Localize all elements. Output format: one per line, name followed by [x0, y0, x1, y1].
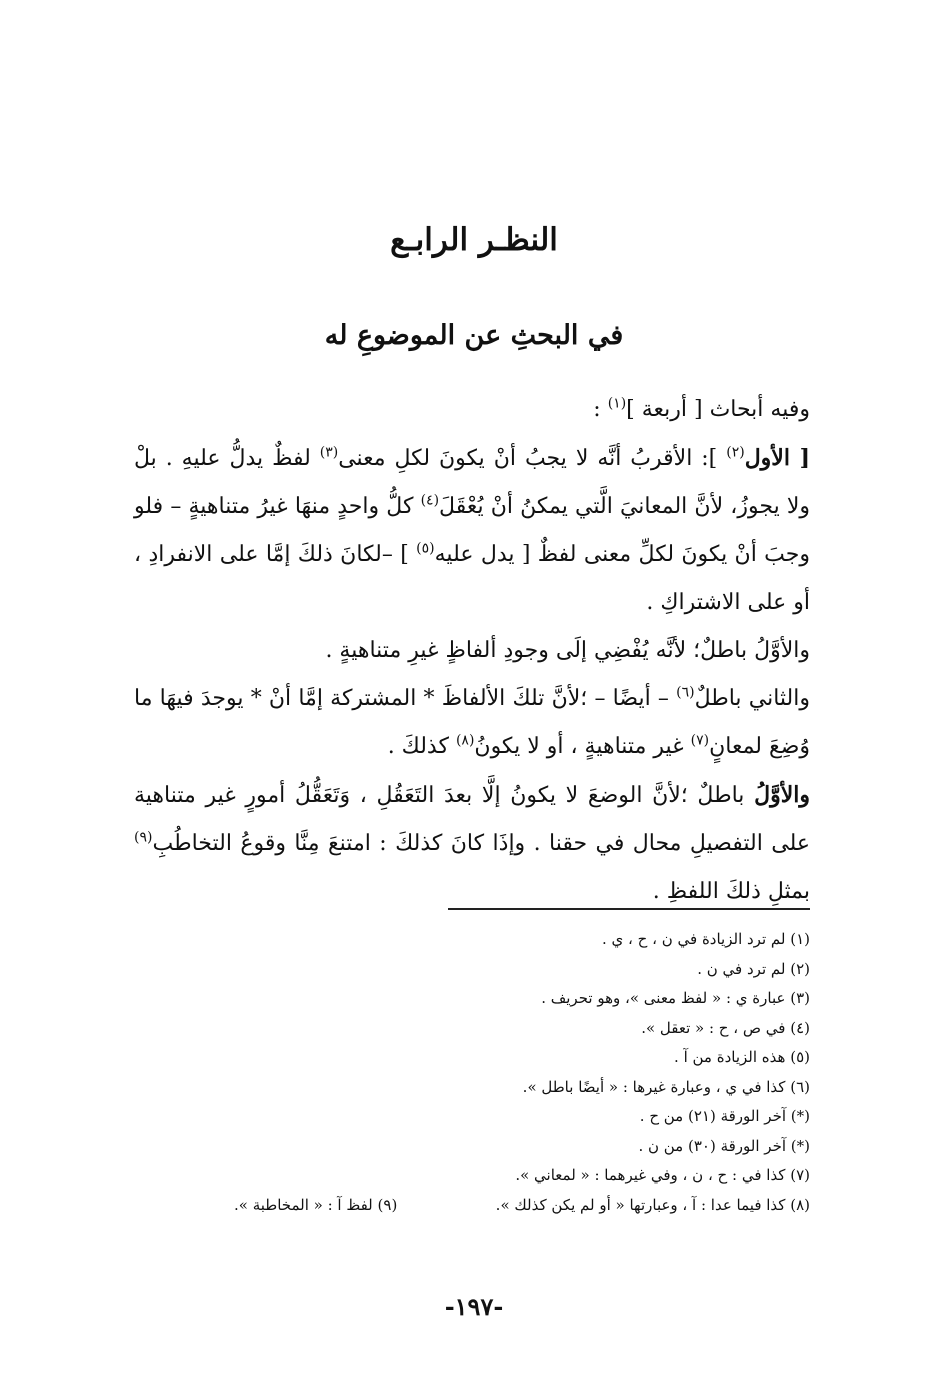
footnote-ref: (٩): [134, 829, 153, 846]
intro-paragraph: وفيه أبحاث [ أربعة ]$^{(١)}$ :: [593, 395, 810, 422]
footnote: (*) آخر الورقة (٢١) من ح .: [639, 1107, 810, 1125]
footnote: (٨) كذا فيما عدا : آ ، وعبارتها « أو لم يكن كذلك ».: [495, 1195, 810, 1214]
footnote: (٣) عبارة ي : « لفظ معنى »، وهو تحريف .: [541, 989, 810, 1007]
footnote-ref: (٦): [676, 684, 695, 701]
footnote: (*) آخر الورقة (٣٠) من ن .: [638, 1136, 810, 1155]
footnote-ref: (١): [607, 395, 627, 412]
footnote: (٦) كذا في ي ، وعبارة غيرها : « أيضًا باطل ».: [522, 1077, 810, 1096]
paragraph-third: والثاني باطلٌ$^{(٦)}$ – أيضًا – ؛لأنَّ تلكَ الألفاظَ * المشتركة إمَّا أنْ * يوجدَ فيهَا ما وُضِعَ لمعانٍ$^{(٧)}$ غير متناهيةٍ ، أو لا يكونُ$^{(٨)}$ كذلكَ .: [134, 684, 810, 759]
footnote: (٥) هذه الزيادة من آ .: [674, 1048, 810, 1066]
chapter-subtitle: في البحثِ عن الموضوعِ له: [324, 320, 624, 351]
paragraph-lead: والأوَّلُ: [754, 782, 810, 808]
footnote: (١) لم ترد الزيادة في ن ، ح ، ي .: [602, 930, 810, 948]
paragraph-lead: [ الأول: [744, 445, 810, 471]
footnote: (٢) لم ترد في ن .: [697, 959, 810, 978]
footnote-separator: [448, 908, 810, 910]
paragraph-second: والأوَّلُ باطلٌ؛ لأنَّه يُفْضِي إلَى وجودِ ألفاظٍ غيرِ متناهيةٍ .: [325, 638, 810, 663]
main-text: [134, 386, 810, 916]
footnote-ref: (٣): [319, 444, 339, 461]
footnote: (٩) لفظ آ : « المخاطبة ».: [234, 1195, 398, 1214]
footnote: (٧) كذا في : ح ، ن ، وفي غيرهما : « لمعاني ».: [515, 1166, 810, 1184]
footnote-ref: (٥): [416, 540, 435, 557]
footnote-row: [134, 1191, 810, 1221]
paragraph-first: [ الأول$^{(٢)}$ ]: الأقربُ أنَّه لا يجبُ أنْ يكونَ لكلِ معنى$^{(٣)}$ لفظٌ يدلُّ عليهِ . بلْ ولا يجوزُ، لأنَّ المعانيَ الَّتي يمكنُ أنْ يُعْقَلَ$^{(٤)}$ كلُّ واحدٍ منهَا غيرُ متناهيةٍ – فلو وجبَ أنْ يكونَ لكلِّ معنى لفظٌ [ يدل عليه$^{(٥)}$ ] –لكانَ ذلكَ إمَّا على الانفرادِ ، أو على الاشتراكِ .: [134, 444, 811, 615]
page-number: -١٩٧-: [444, 1292, 504, 1321]
paragraph-fourth: والأوَّلُ باطلٌ ؛لأنَّ الوضعَ لا يكونُ إلَّا بعدَ التَعَقُلِ ، وَتَعَقُّلُ أمورٍ غير متناهية على التفصيلِ محال في حقنا . وإذَا كانَ كذلكَ : امتنعَ مِنَّا وقوعُ التخاطُبِ$^{(٩)}$ بمثلِ ذلكَ اللفظِ .: [134, 782, 810, 904]
footnote-ref: (٢): [726, 444, 745, 461]
chapter-title: النظـر الرابـع: [390, 222, 558, 258]
footnote: (٤) في ص ، ح : « تعقل ».: [641, 1018, 810, 1037]
footnotes: [134, 925, 810, 1220]
footnote-ref: (٧): [690, 732, 710, 749]
footnote-ref: (٤): [420, 492, 440, 509]
footnote-ref: (٨): [455, 732, 475, 749]
